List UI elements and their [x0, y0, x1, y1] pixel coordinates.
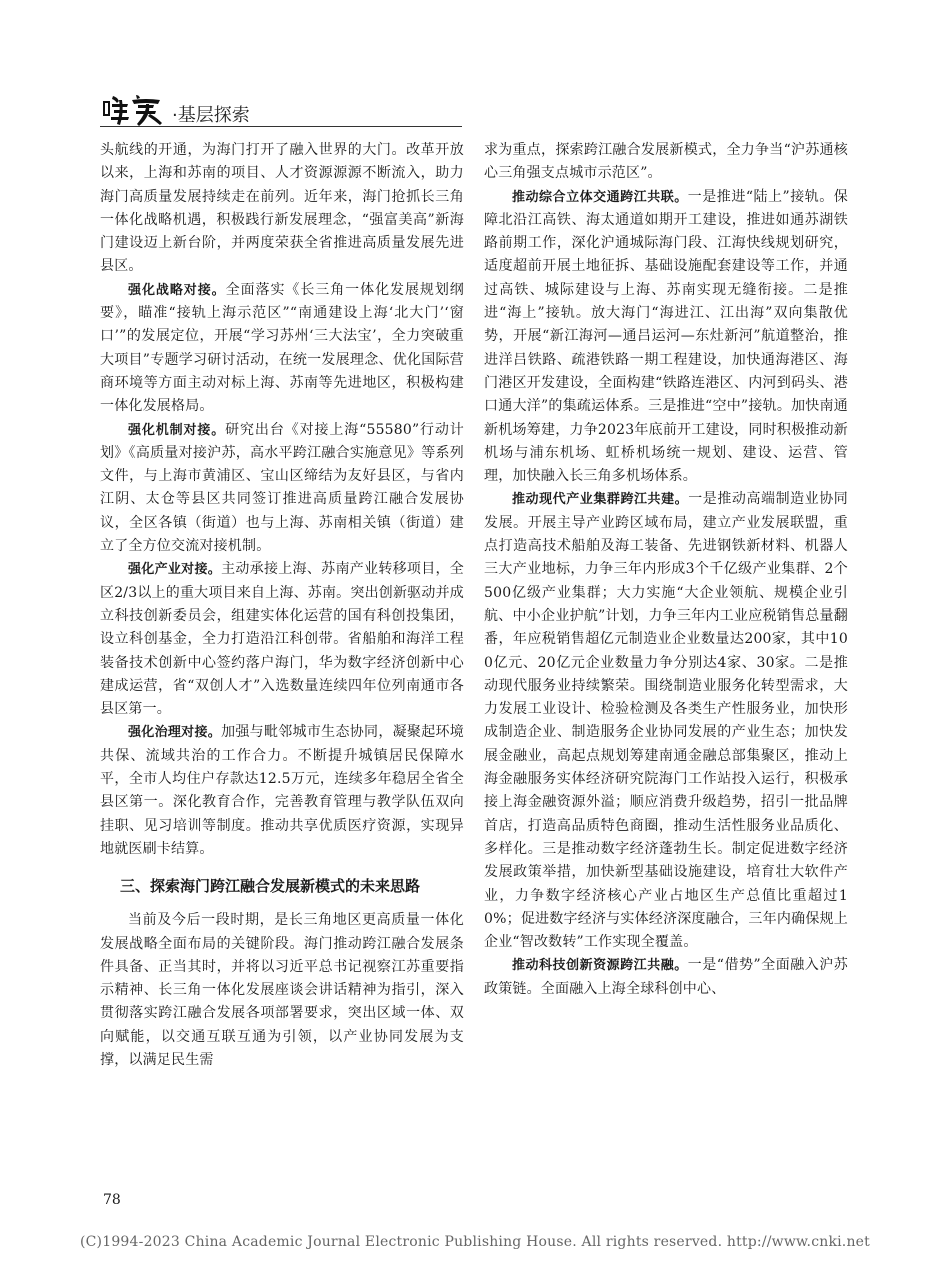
paragraph: 头航线的开通，为海门打开了融入世界的大门。改革开放以来，上海和苏南的项目、人才资源源源不断流入，助力海门高质量发展持续走在前列。近年来，海门抢抓长三角一体化战略机遇，积极践行新发展理念，“强富美高”新海门建设迈上新台阶，并两度荣获全省推进高质量发展先进县区。 [100, 142, 464, 275]
paragraph-lead: 推动综合立体交通跨江共联。 [512, 189, 688, 205]
running-header [100, 92, 462, 128]
paragraph: 当前及今后一段时期，是长三角地区更高质量一体化发展战略全面布局的关键阶段。海门推动跨江融合发展条件具备、正当其时，并将以习近平总书记视察江苏重要指示精神、长三角一体化发展座谈会讲话精神为指引，深入贯彻落实跨江融合发展各项部署要求，突出区域一体、双向赋能，以交通互联互通为引领，以产业协同发展为支撑，以满足民生需 [100, 912, 464, 1068]
paragraph-text: 一是推进“陆上”接轨。保障北沿江高铁、海太通道如期开工建设，推进如通苏湖铁路前期工作，深化沪通城际海门段、江海快线规划研究，适度超前开展土地征拆、基础设施配套建设等工作，并通过高铁、城际建设与上海、苏南实现无缝衔接。二是推进“海上”接轨。放大海门“海进江、江出海”双向集散优势，开展“新江海河—通吕运河—东灶新河”航道整治，推进洋吕铁路、疏港铁路一期工程建设，加快通海港区、海门港区开发建设，全面构建“铁路连港区、内河到码头、港口通大洋”的集疏运体系。三是推进“空中”接轨。加快南通新机场筹建，力争2023年底前开工建设，同时积极推动新机场与浦东机场、虹桥机场统一规划、建设、运营、管理，加快融入长三角多机场体系。 [484, 188, 848, 485]
section-name: ·基层探索 [172, 105, 250, 126]
paragraph [484, 488, 848, 954]
paragraph-text: 一是推动高端制造业协同发展。开展主导产业跨区域布局，建立产业发展联盟，重点打造高技术船舶及海工装备、先进钢铁新材料、机器人三大产业地标，力争三年内形成3个千亿级产业集群、2个500亿级产业集群；大力实施“大企业领航、规模企业引航、中小企业护航”计划，力争三年内工业应税销售总量翻番，年应税销售超亿元制造业企业数量达200家，其中100亿元、20亿元企业数量力争分别达4家、30家。二是推动现代服务业持续繁荣。围绕制造业服务化转型需求，大力发展工业设计、检验检测及各类生产性服务业，加快形成制造企业、制造服务企业协同发展的产业生态；加快发展金融业，高起点规划筹建南通金融总部集聚区，推动上海金融服务实体经济研究院海门工作站投入运行，积极承接上海金融资源外溢；顺应消费升级趋势，招引一批品牌首店，打造高品质特色商圈，推动生活性服务业品质化、多样化。三是推动数字经济蓬勃生长。制定促进数字经济发展政策举措，加快新型基础设施建设，培育壮大软件产业，力争数字经济核心产业占地区生产总值比重超过10%；促进数字经济与实体经济深度融合，三年内确保规上企业“智改数转”工作实现全覆盖。 [484, 491, 848, 951]
paragraph-text: 全面落实《长三角一体化发展规划纲要》，瞄准“接轨上海示范区”“南通建设上海‘北大门’‘窗口’”的发展定位，开展“学习苏州‘三大法宝’，全力突破重大项目”专题学习研讨活动，在统一发展理念、优化国际营商环境等方面主动对标上海、苏南等先进地区，积极构建一体化发展格局。 [100, 281, 464, 415]
paragraph [100, 279, 464, 419]
paragraph [100, 721, 464, 861]
journal-logo [100, 92, 166, 126]
paragraph-lead: 强化产业对接。 [128, 562, 222, 578]
copyright-footer: (C)1994-2023 China Academic Journal Electronic Publishing House. All rights reserved. http://www.cnki.net [79, 1234, 870, 1250]
paragraph: 求为重点，探索跨江融合发展新模式，全力争当“沪苏通核心三角强支点城市示范区”。 [484, 142, 848, 182]
paragraph-lead: 推动科技创新资源跨江共融。 [512, 958, 688, 974]
paragraph-text: 主动承接上海、苏南产业转移项目，全区2/3以上的重大项目来自上海、苏南。突出创新驱动并成立科技创新委员会，组建实体化运营的国有科创投集团，设立科创基金，全力打造沿江科创带。省船舶和海洋工程装备技术创新中心签约落户海门，华为数字经济创新中心建成运营，省“双创人才”入选数量连续四年位列南通市各县区第一。 [100, 561, 464, 718]
page-number: 78 [103, 1192, 121, 1208]
paragraph-text: 研究出台《对接上海“55580”行动计划》《高质量对接沪苏，高水平跨江融合实施意见》等系列文件，与上海市黄浦区、宝山区缔结为友好县区，与省内江阴、太仓等县区共同签订推进高质量跨江融合发展协议，全区各镇（街道）也与上海、苏南相关镇（街道）建立了全方位交流对接机制。 [100, 421, 464, 555]
paragraph-lead: 强化机制对接。 [128, 422, 226, 438]
paragraph-text: 加强与毗邻城市生态协同，凝聚起环境共保、流域共治的工作合力。不断提升城镇居民保障水平，全市人均住户存款达12.5万元，连续多年稳居全省全县区第一。深化教育合作，完善教育管理与教学队伍双向挂职、见习培训等制度。推动共享优质医疗资源，实现异地就医刷卡结算。 [100, 724, 464, 857]
paragraph [100, 419, 464, 559]
right-column [484, 139, 848, 1001]
left-column [100, 139, 464, 1072]
section-heading: 三、探索海门跨江融合发展新模式的未来思路 [120, 877, 421, 896]
paragraph-lead: 强化治理对接。 [128, 725, 222, 741]
paragraph-lead: 推动现代产业集群跨江共建。 [512, 492, 689, 508]
paragraph-text: 一是“借势”全面融入沪苏政策链。全面融入上海全球科创中心、 [484, 957, 848, 997]
header-rule [100, 126, 462, 127]
paragraph-lead: 强化战略对接。 [128, 282, 226, 298]
paragraph [484, 186, 848, 489]
paragraph [100, 558, 464, 721]
paragraph [484, 954, 848, 1001]
